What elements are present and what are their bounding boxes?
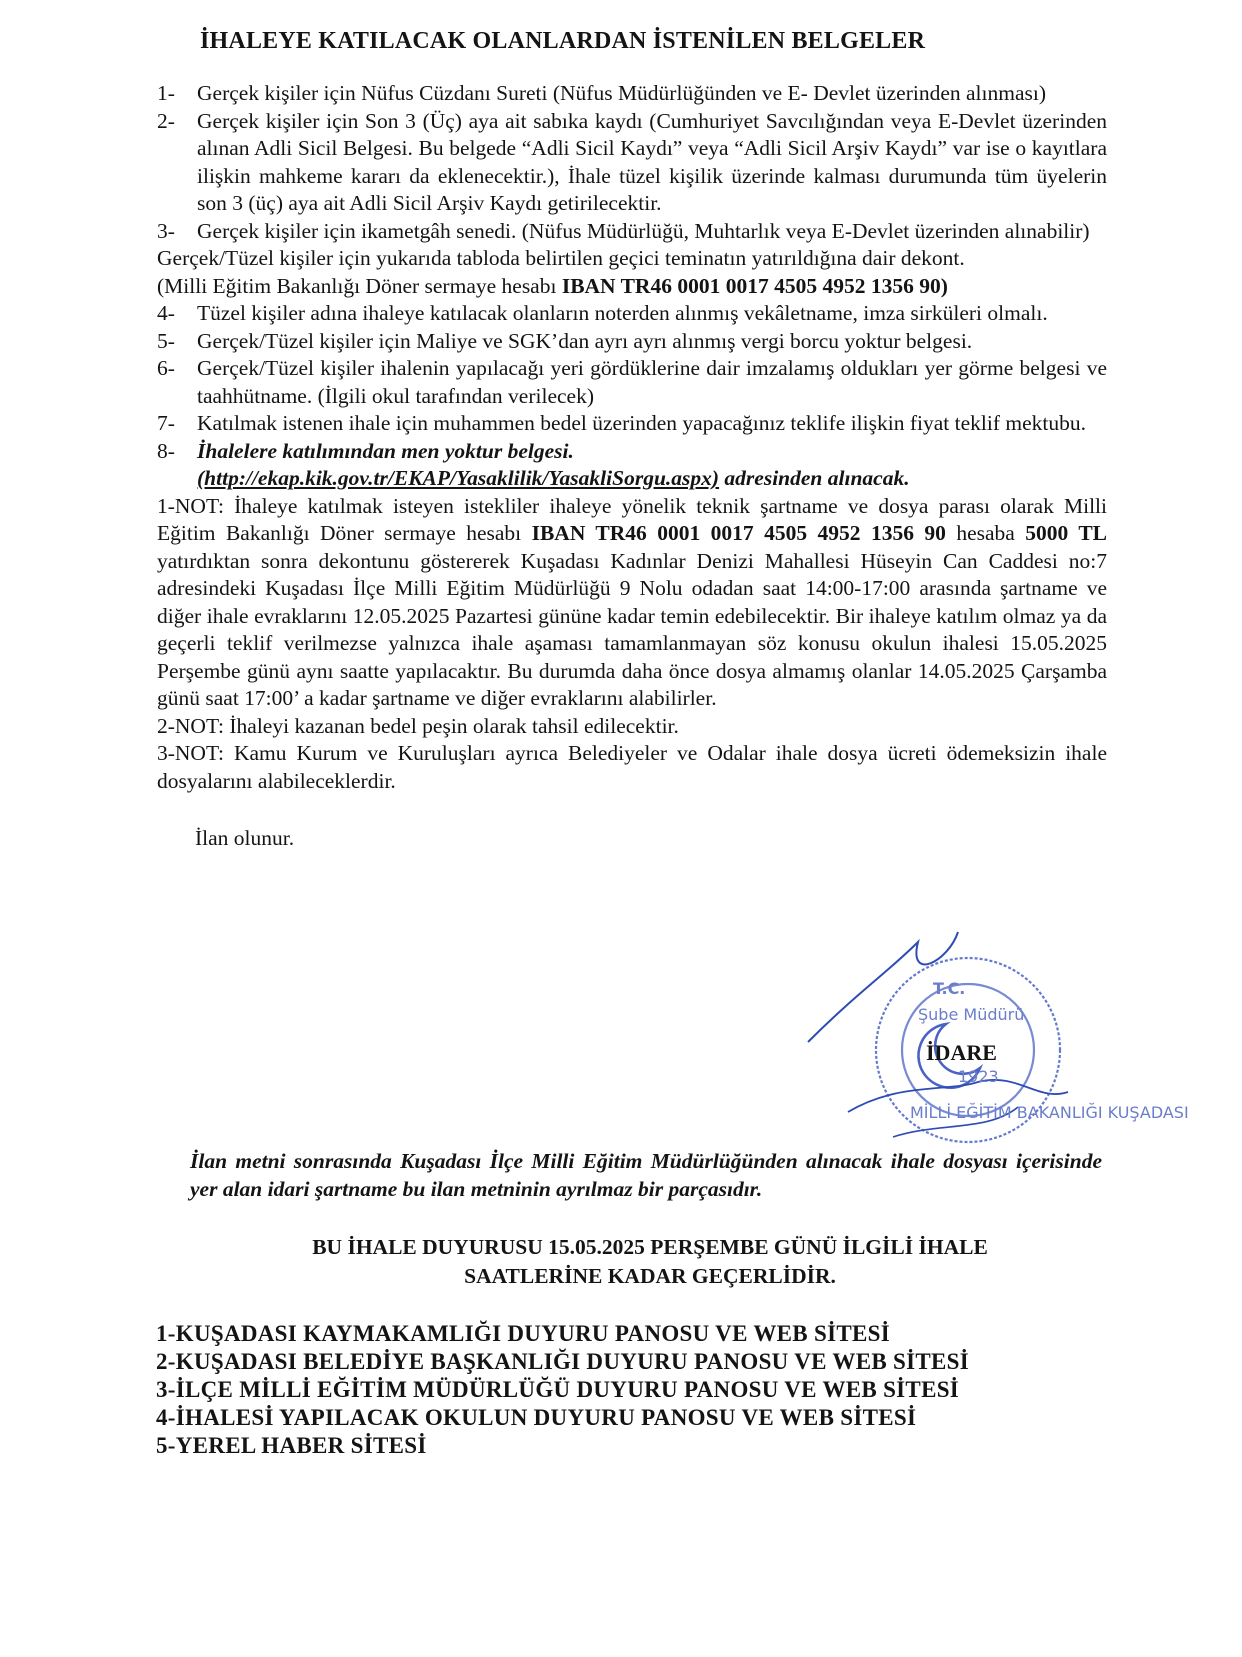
official-seal: [818, 932, 1189, 1164]
item-text: Tüzel kişiler adına ihaleye katılacak olanların noterden alınmış vekâletname, imza sirküleri olmalı.: [197, 301, 1048, 325]
item-text: Gerçek kişiler için Nüfus Cüzdanı Sureti (Nüfus Müdürlüğünden ve E- Devlet üzerinden alınması): [197, 81, 1047, 105]
item-number: 4-: [157, 301, 175, 325]
validity-statement: [150, 1233, 1150, 1291]
seal-label: İDARE: [926, 1040, 997, 1065]
item-number: 2-: [157, 108, 175, 133]
note-1-text: 1-NOT: İhaleye katılmak isteyen istekliler ihaleye yönelik teknik şartname ve dosya parası olarak Milli Eğitim Bakanlığı Döner sermaye hesabı: [157, 493, 1107, 545]
item-text: İhalelere katılımından men yoktur belgesi.: [197, 438, 574, 463]
item-number: 8-: [157, 438, 175, 463]
note-1-iban: IBAN TR46 0001 0017 4505 4952 1356 90: [531, 521, 946, 545]
item-text: Gerçek/Tüzel kişiler için Maliye ve SGK’dan ayrı ayrı alınmış vergi borcu yoktur belgesi.: [197, 328, 973, 353]
item-text: Gerçek kişiler için Son 3 (Üç) aya ait sabıka kaydı (Cumhuriyet Savcılığından veya E-Devlet üzerinden alınan Adli Sicil Belgesi. Bu belgede “Adli Sicil Kaydı” veya “Adli Sicil Arşiv Kaydı” var ise o kayıtlara ilişkin mahkeme kararı da eklenecektir.), İhale tüzel kişilik üzerinde kalması durumunda tüm üyelerin son 3 (üç) aya ait Adli Sicil Arşiv Kaydı getirilecektir.: [197, 108, 1107, 215]
deposit-text: Gerçek/Tüzel kişiler için yukarıda tabloda belirtilen geçici teminatın yatırıldığına dair dekont.: [157, 246, 965, 270]
note-1-text-b: hesaba: [945, 521, 1026, 545]
item-number: 1-: [157, 81, 175, 105]
iban-prefix: (Milli Eğitim Bakanlığı Döner sermaye hesabı: [157, 273, 562, 298]
note-1-amount: 5000 TL: [1025, 521, 1107, 545]
item-number: 7-: [157, 411, 175, 435]
ekap-link[interactable]: (http://ekap.kik.gov.tr/EKAP/Yasaklilik/YasakliSorgu.aspx): [197, 466, 720, 490]
announcement-channels: [156, 1320, 969, 1460]
requirements-section: [157, 80, 1107, 853]
seal-stamp-text: Şube Müdürü: [918, 1005, 1025, 1024]
note-1: [157, 493, 1107, 713]
list-item: [157, 108, 1107, 218]
seal-arc-text: MİLLİ EĞİTİM BAKANLIĞI KUŞADASI: [910, 1103, 1189, 1122]
list-item: [157, 328, 1107, 356]
note-3: 3-NOT: Kamu Kurum ve Kuruluşları ayrıca Belediyeler ve Odalar ihale dosya ücreti ödemeksizin ihale dosyalarını alabileceklerdir.: [157, 741, 1107, 793]
list-item: [157, 80, 1107, 108]
link-suffix: adresinden alınacak.: [719, 466, 910, 490]
channel-item: 4-İHALESİ YAPILACAK OKULUN DUYURU PANOSU VE WEB SİTESİ: [156, 1405, 917, 1430]
item-number: 6-: [157, 356, 175, 380]
seal-year: 1923: [958, 1067, 999, 1086]
item-number: 5-: [157, 328, 175, 353]
list-item: [157, 438, 1107, 493]
iban-number: IBAN TR46 0001 0017 4505 4952 1356 90): [561, 273, 948, 298]
channel-item: 1-KUŞADASI KAYMAKAMLIĞI DUYURU PANOSU VE WEB SİTESİ: [156, 1321, 890, 1346]
channel-item: 2-KUŞADASI BELEDİYE BAŞKANLIĞI DUYURU PANOSU VE WEB SİTESİ: [156, 1349, 970, 1374]
list-item: [157, 355, 1107, 410]
list-item: [157, 300, 1107, 328]
note-1-text-c: yatırdıktan sonra dekontunu göstererek Kuşadası Kadınlar Denizi Mahallesi Hüseyin Can Caddesi no:7 adresindeki Kuşadası İlçe Milli Eğitim Müdürlüğü 9 Nolu odadan saat 14:00-17:00 arasında şartname ve diğer ihale evraklarını 12.05.2025 Pazartesi gününe kadar temin edebilecektir. Bir ihaleye katılım olmaz ya da geçerli teklif verilmezse yalnızca ihale aşaması tamamlanmayan söz konusu okulun ihalesi 15.05.2025 Perşembe günü aynı saatte yapılacaktır. Bu durumda daha önce dosya almamış olanlar 14.05.2025 Çarşamba günü saat 17:00’ a kadar şartname ve diğer evraklarını alabilirler.: [157, 548, 1107, 710]
document-title: İHALEYE KATILACAK OLANLARDAN İSTENİLEN BELGELER: [200, 28, 926, 54]
list-item: [157, 218, 1107, 246]
seal-top-text: T.C.: [933, 979, 966, 998]
deposit-paragraph: [157, 245, 1107, 300]
channel-item: 3-İLÇE MİLLİ EĞİTİM MÜDÜRLÜĞÜ DUYURU PANOSU VE WEB SİTESİ: [156, 1377, 960, 1402]
notice-paragraph: İlan metni sonrasında Kuşadası İlçe Milli Eğitim Müdürlüğünden alınacak ihale dosyası içerisinde yer alan idari şartname bu ilan metninin ayrılmaz bir parçasıdır.: [190, 1149, 1102, 1201]
item-text: Katılmak istenen ihale için muhammen bedel üzerinden yapacağınız teklife ilişkin fiyat teklif mektubu.: [197, 411, 1086, 435]
validity-line: BU İHALE DUYURUSU 15.05.2025 PERŞEMBE GÜNÜ İLGİLİ İHALE: [312, 1235, 988, 1259]
channel-item: 5-YEREL HABER SİTESİ: [156, 1433, 427, 1458]
note-2: 2-NOT: İhaleyi kazanan bedel peşin olarak tahsil edilecektir.: [157, 713, 679, 738]
validity-line: SAATLERİNE KADAR GEÇERLİDİR.: [464, 1264, 836, 1288]
closing-text: İlan olunur.: [195, 826, 295, 850]
list-item: [157, 410, 1107, 438]
item-text: Gerçek kişiler için ikametgâh senedi. (Nüfus Müdürlüğü, Muhtarlık veya E-Devlet üzerinden alınabilir): [197, 218, 1090, 243]
item-number: 3-: [157, 218, 175, 243]
item-text: Gerçek/Tüzel kişiler ihalenin yapılacağı yeri gördüklerine dair imzalamış oldukları yer görme belgesi ve taahhütname. (İlgili okul tarafından verilecek): [197, 356, 1107, 408]
